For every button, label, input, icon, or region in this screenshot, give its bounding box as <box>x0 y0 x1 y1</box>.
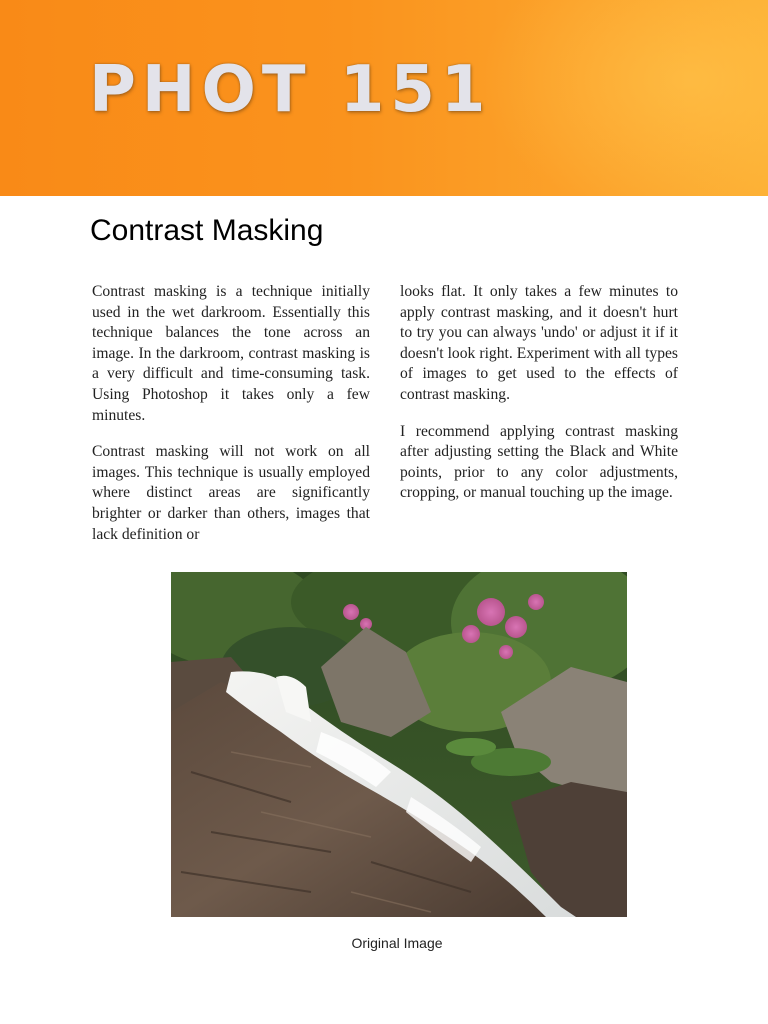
paragraph: looks flat. It only takes a few minutes to apply contrast masking, and it doesn't hurt to try you can always 'undo' or adjust it if it doesn't look right. Experiment with all types of images to get used to the effects of contrast masking. <box>400 283 678 403</box>
waterfall-photo <box>171 572 627 917</box>
paragraph: Contrast masking will not work on all images. This technique is usually employed where distinct areas are significantly brighter or darker than others, images that lack definition or <box>92 443 370 543</box>
header-banner <box>0 0 768 196</box>
left-text-column <box>92 282 370 561</box>
image-caption: Original Image <box>351 935 443 951</box>
page-title: Contrast Masking <box>90 214 324 247</box>
course-code: PHOT 151 <box>89 53 492 127</box>
paragraph: I recommend applying contrast masking after adjusting setting the Black and White points, prior to any color adjustments, cropping, or manual touching up the image. <box>400 422 678 502</box>
paragraph: Contrast masking is a technique initially used in the wet darkroom. Essentially this technique balances the tone across an image. In the darkroom, contrast masking is a very difficult and time-consuming task. Using Photoshop it takes only a few minutes. <box>92 283 370 424</box>
right-text-column <box>400 282 678 520</box>
